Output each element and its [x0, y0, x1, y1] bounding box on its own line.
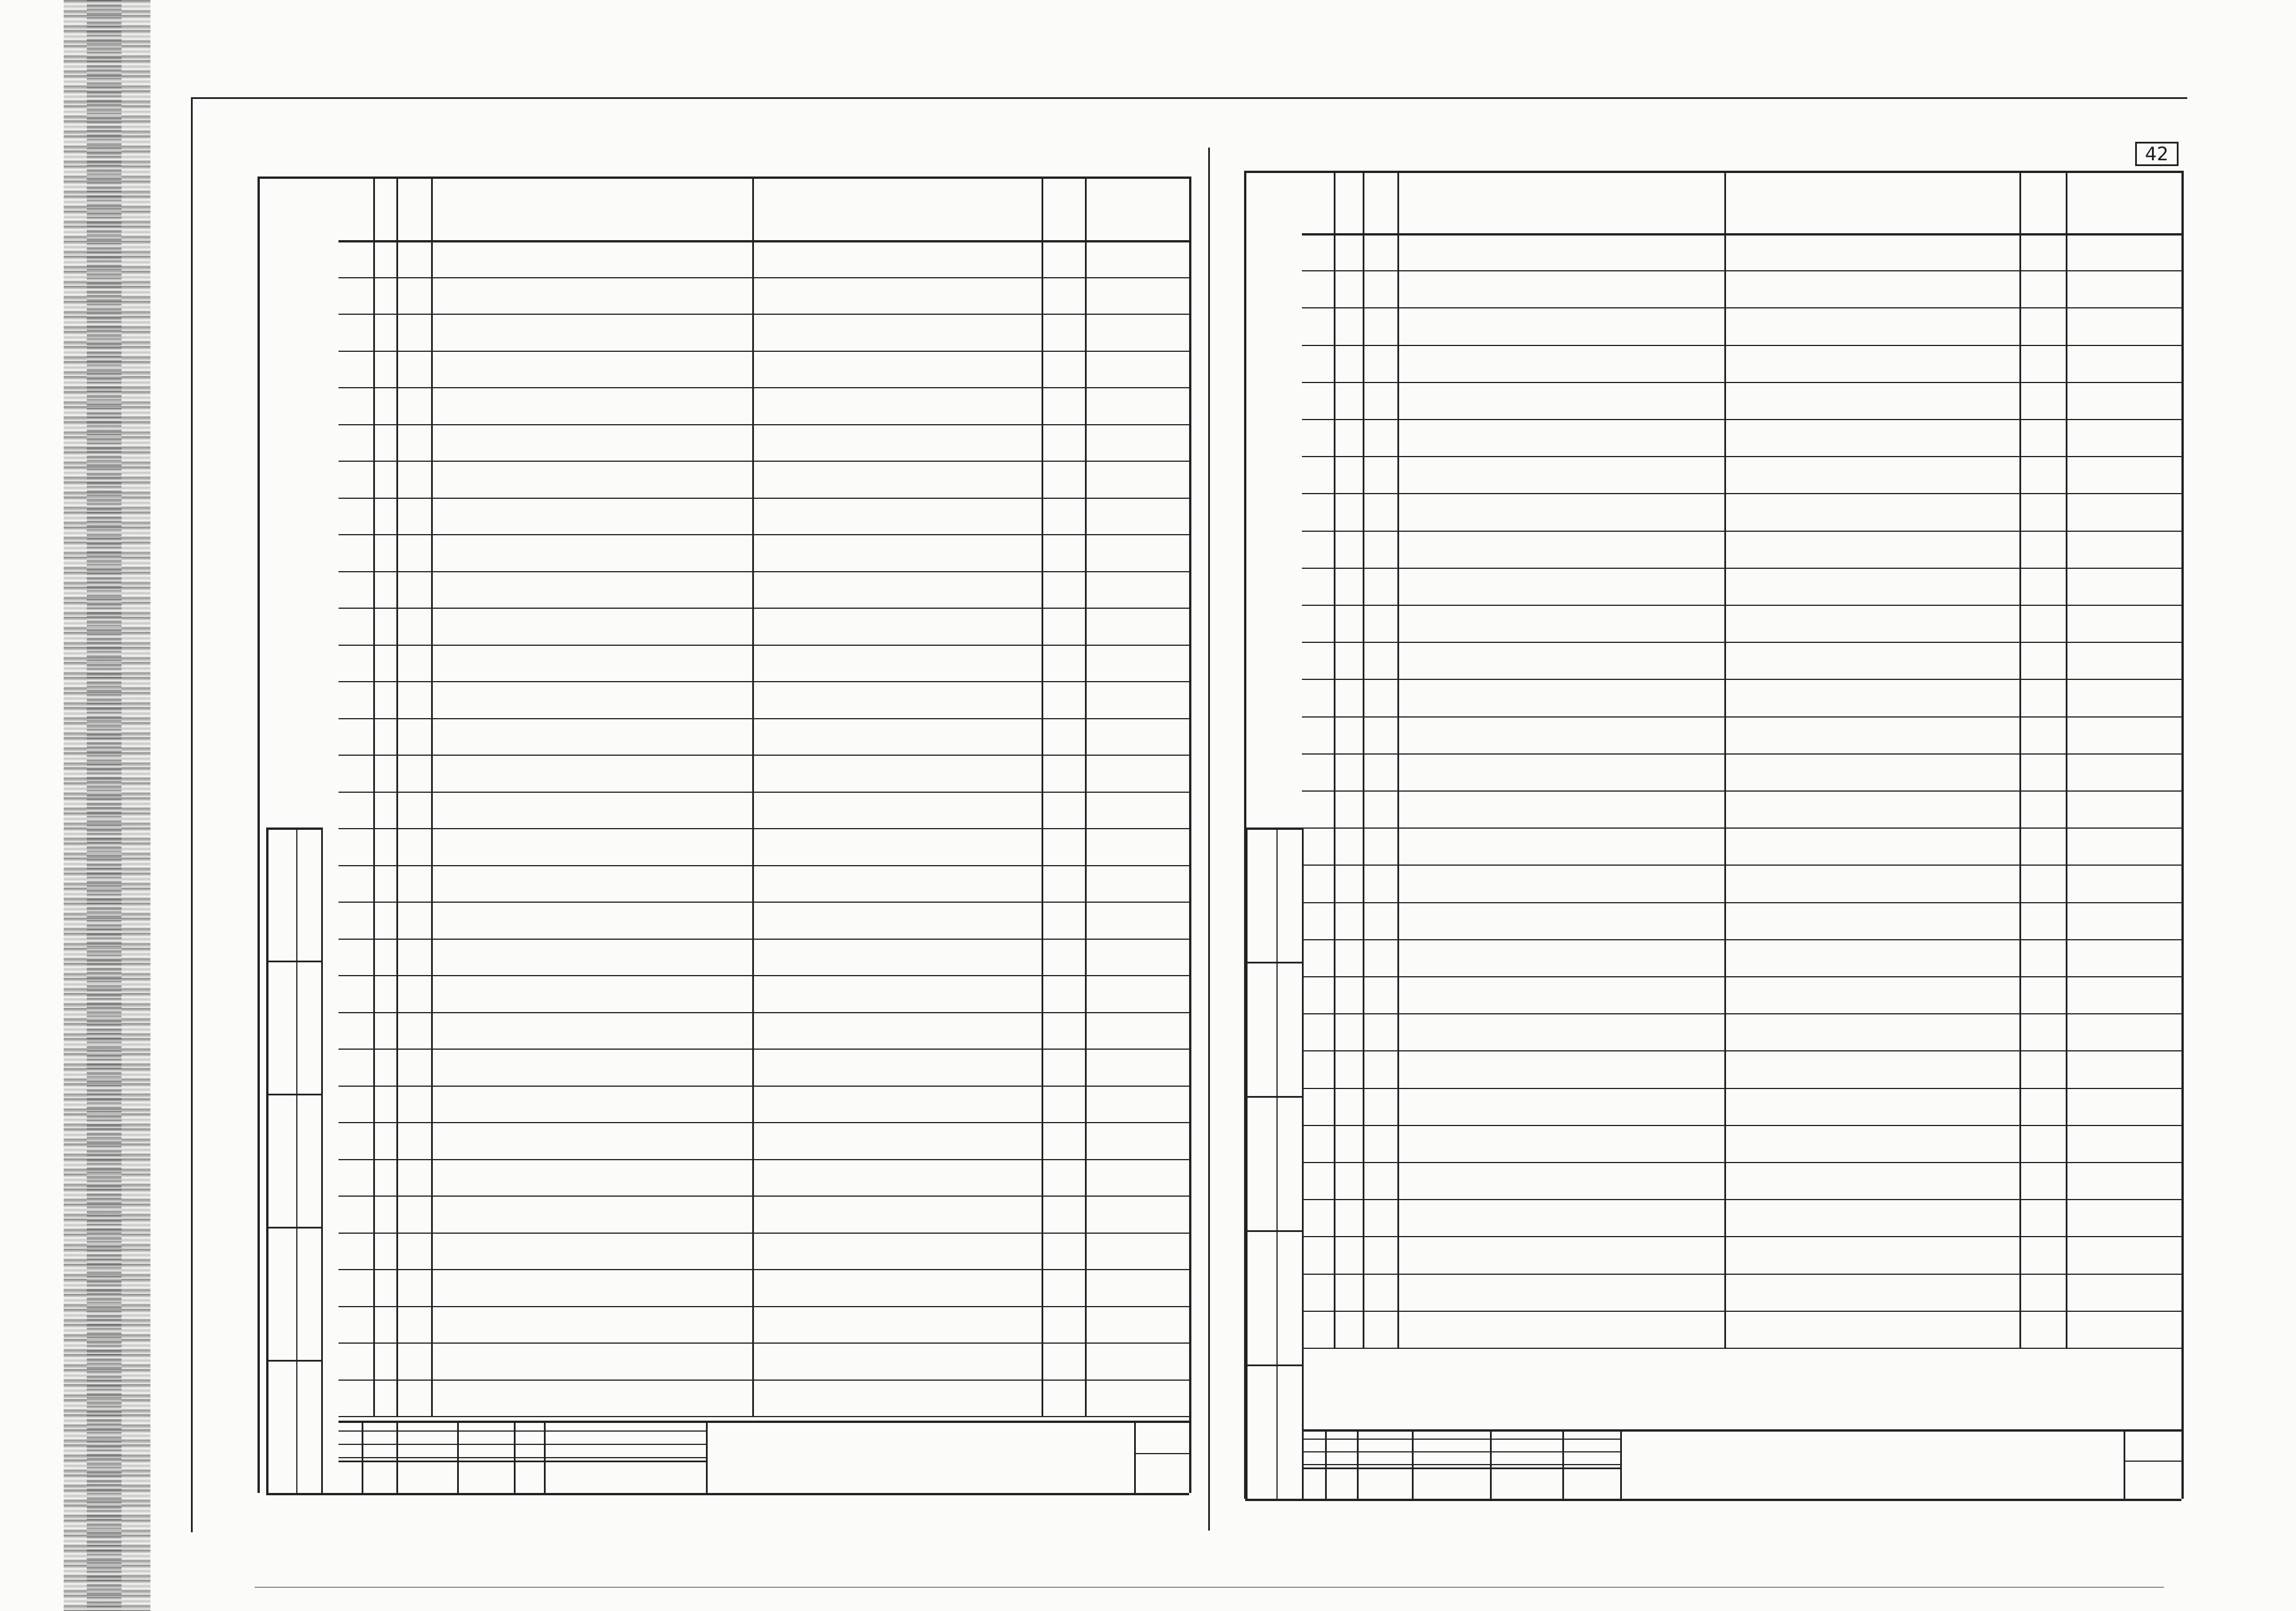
- right_sheet-row-line: [1302, 976, 2181, 977]
- right_sheet-col-sep: [2066, 171, 2067, 1348]
- right_sheet-row-line: [1302, 753, 2181, 755]
- right_sheet-side-left: [1245, 827, 1248, 1499]
- right_sheet-col-sep: [1334, 171, 1335, 1348]
- right_sheet-row-line: [1302, 865, 2181, 866]
- right_sheet-row-line: [1302, 456, 2181, 457]
- right_sheet-row-line: [1302, 531, 2181, 532]
- right_sheet-side-sub: [1276, 962, 1278, 1096]
- right_sheet-tb-sheetbox: [2124, 1429, 2125, 1499]
- right_sheet-row-line: [1302, 1125, 2181, 1126]
- right_sheet-row-line: [1302, 1013, 2181, 1014]
- right_sheet-tb-col: [1620, 1429, 1622, 1499]
- page-number: 42: [2135, 142, 2179, 166]
- right_sheet-row-line: [1302, 568, 2181, 569]
- right_sheet-tb-grid: [1302, 1451, 1620, 1452]
- right_sheet-col-sep: [1724, 171, 1726, 1348]
- scan-bottom-line: [255, 1587, 2164, 1588]
- right_sheet-side-sep: [1245, 1364, 1302, 1366]
- right_sheet-row-line: [1302, 902, 2181, 903]
- right_sheet-side-sep: [1245, 962, 1302, 963]
- right_sheet-col-sep: [1363, 171, 1364, 1348]
- right_sheet-row-line: [1302, 1274, 2181, 1275]
- right_sheet-side-right: [1302, 827, 1304, 1499]
- right_sheet-row-line: [1302, 419, 2181, 420]
- right_sheet-row-line: [1302, 790, 2181, 792]
- right_sheet-row-line: [1302, 642, 2181, 643]
- right_sheet-col-sep: [1397, 171, 1399, 1348]
- right_sheet-row-line: [1302, 307, 2181, 308]
- right_sheet-row-line: [1302, 679, 2181, 680]
- right_sheet-tb-mid: [1302, 1467, 1620, 1469]
- right_sheet-row-line: [1302, 1088, 2181, 1089]
- right_sheet-row-line: [1302, 345, 2181, 346]
- right_sheet-row-line: [1302, 1050, 2181, 1051]
- right_sheet-side-sub: [1276, 1230, 1278, 1364]
- right_sheet-tb-col: [1325, 1429, 1327, 1499]
- right_sheet-side-sub: [1276, 827, 1278, 962]
- right_sheet-row-line: [1302, 1348, 2181, 1349]
- right_sheet-tb-col: [1357, 1429, 1359, 1499]
- right_sheet-tb-col: [1412, 1429, 1414, 1499]
- right_sheet-row-line: [1302, 1162, 2181, 1163]
- right_sheet-tb-grid: [1302, 1464, 1620, 1465]
- right_sheet-tb-grid: [1302, 1439, 1620, 1440]
- right_sheet-frame-top: [1244, 171, 2181, 173]
- right_sheet-row-line: [1302, 827, 2181, 829]
- right_sheet-row-line: [1302, 1236, 2181, 1237]
- right_sheet-tb-col: [1562, 1429, 1564, 1499]
- right_sheet-col-sep: [2019, 171, 2021, 1348]
- right_sheet-side-sep: [1245, 1230, 1302, 1232]
- right_sheet-side-top: [1245, 827, 1302, 830]
- right_sheet-row-line: [1302, 493, 2181, 494]
- right_sheet-row-line: [1302, 605, 2181, 606]
- right_sheet-frame-right: [2181, 171, 2184, 1499]
- right_sheet-row-line: [1302, 382, 2181, 383]
- right_sheet-row-line: [1302, 270, 2181, 271]
- right_sheet-row-line: [1302, 939, 2181, 940]
- right_sheet-row-line: [1302, 716, 2181, 718]
- right_sheet-side-sub: [1276, 1096, 1278, 1230]
- right_sheet-tb-col: [1490, 1429, 1492, 1499]
- right_sheet-row-line: [1302, 1311, 2181, 1312]
- right_sheet-tb-sheetbox-mid: [2124, 1461, 2181, 1462]
- right_sheet-frame-bottom: [1245, 1499, 2181, 1501]
- right_sheet-header-sep: [1302, 233, 2181, 236]
- right_sheet-row-line: [1302, 1199, 2181, 1200]
- right_sheet-side-sep: [1245, 1096, 1302, 1098]
- right_sheet-side-sub: [1276, 1364, 1278, 1499]
- right_sheet-tb-top: [1302, 1429, 2181, 1432]
